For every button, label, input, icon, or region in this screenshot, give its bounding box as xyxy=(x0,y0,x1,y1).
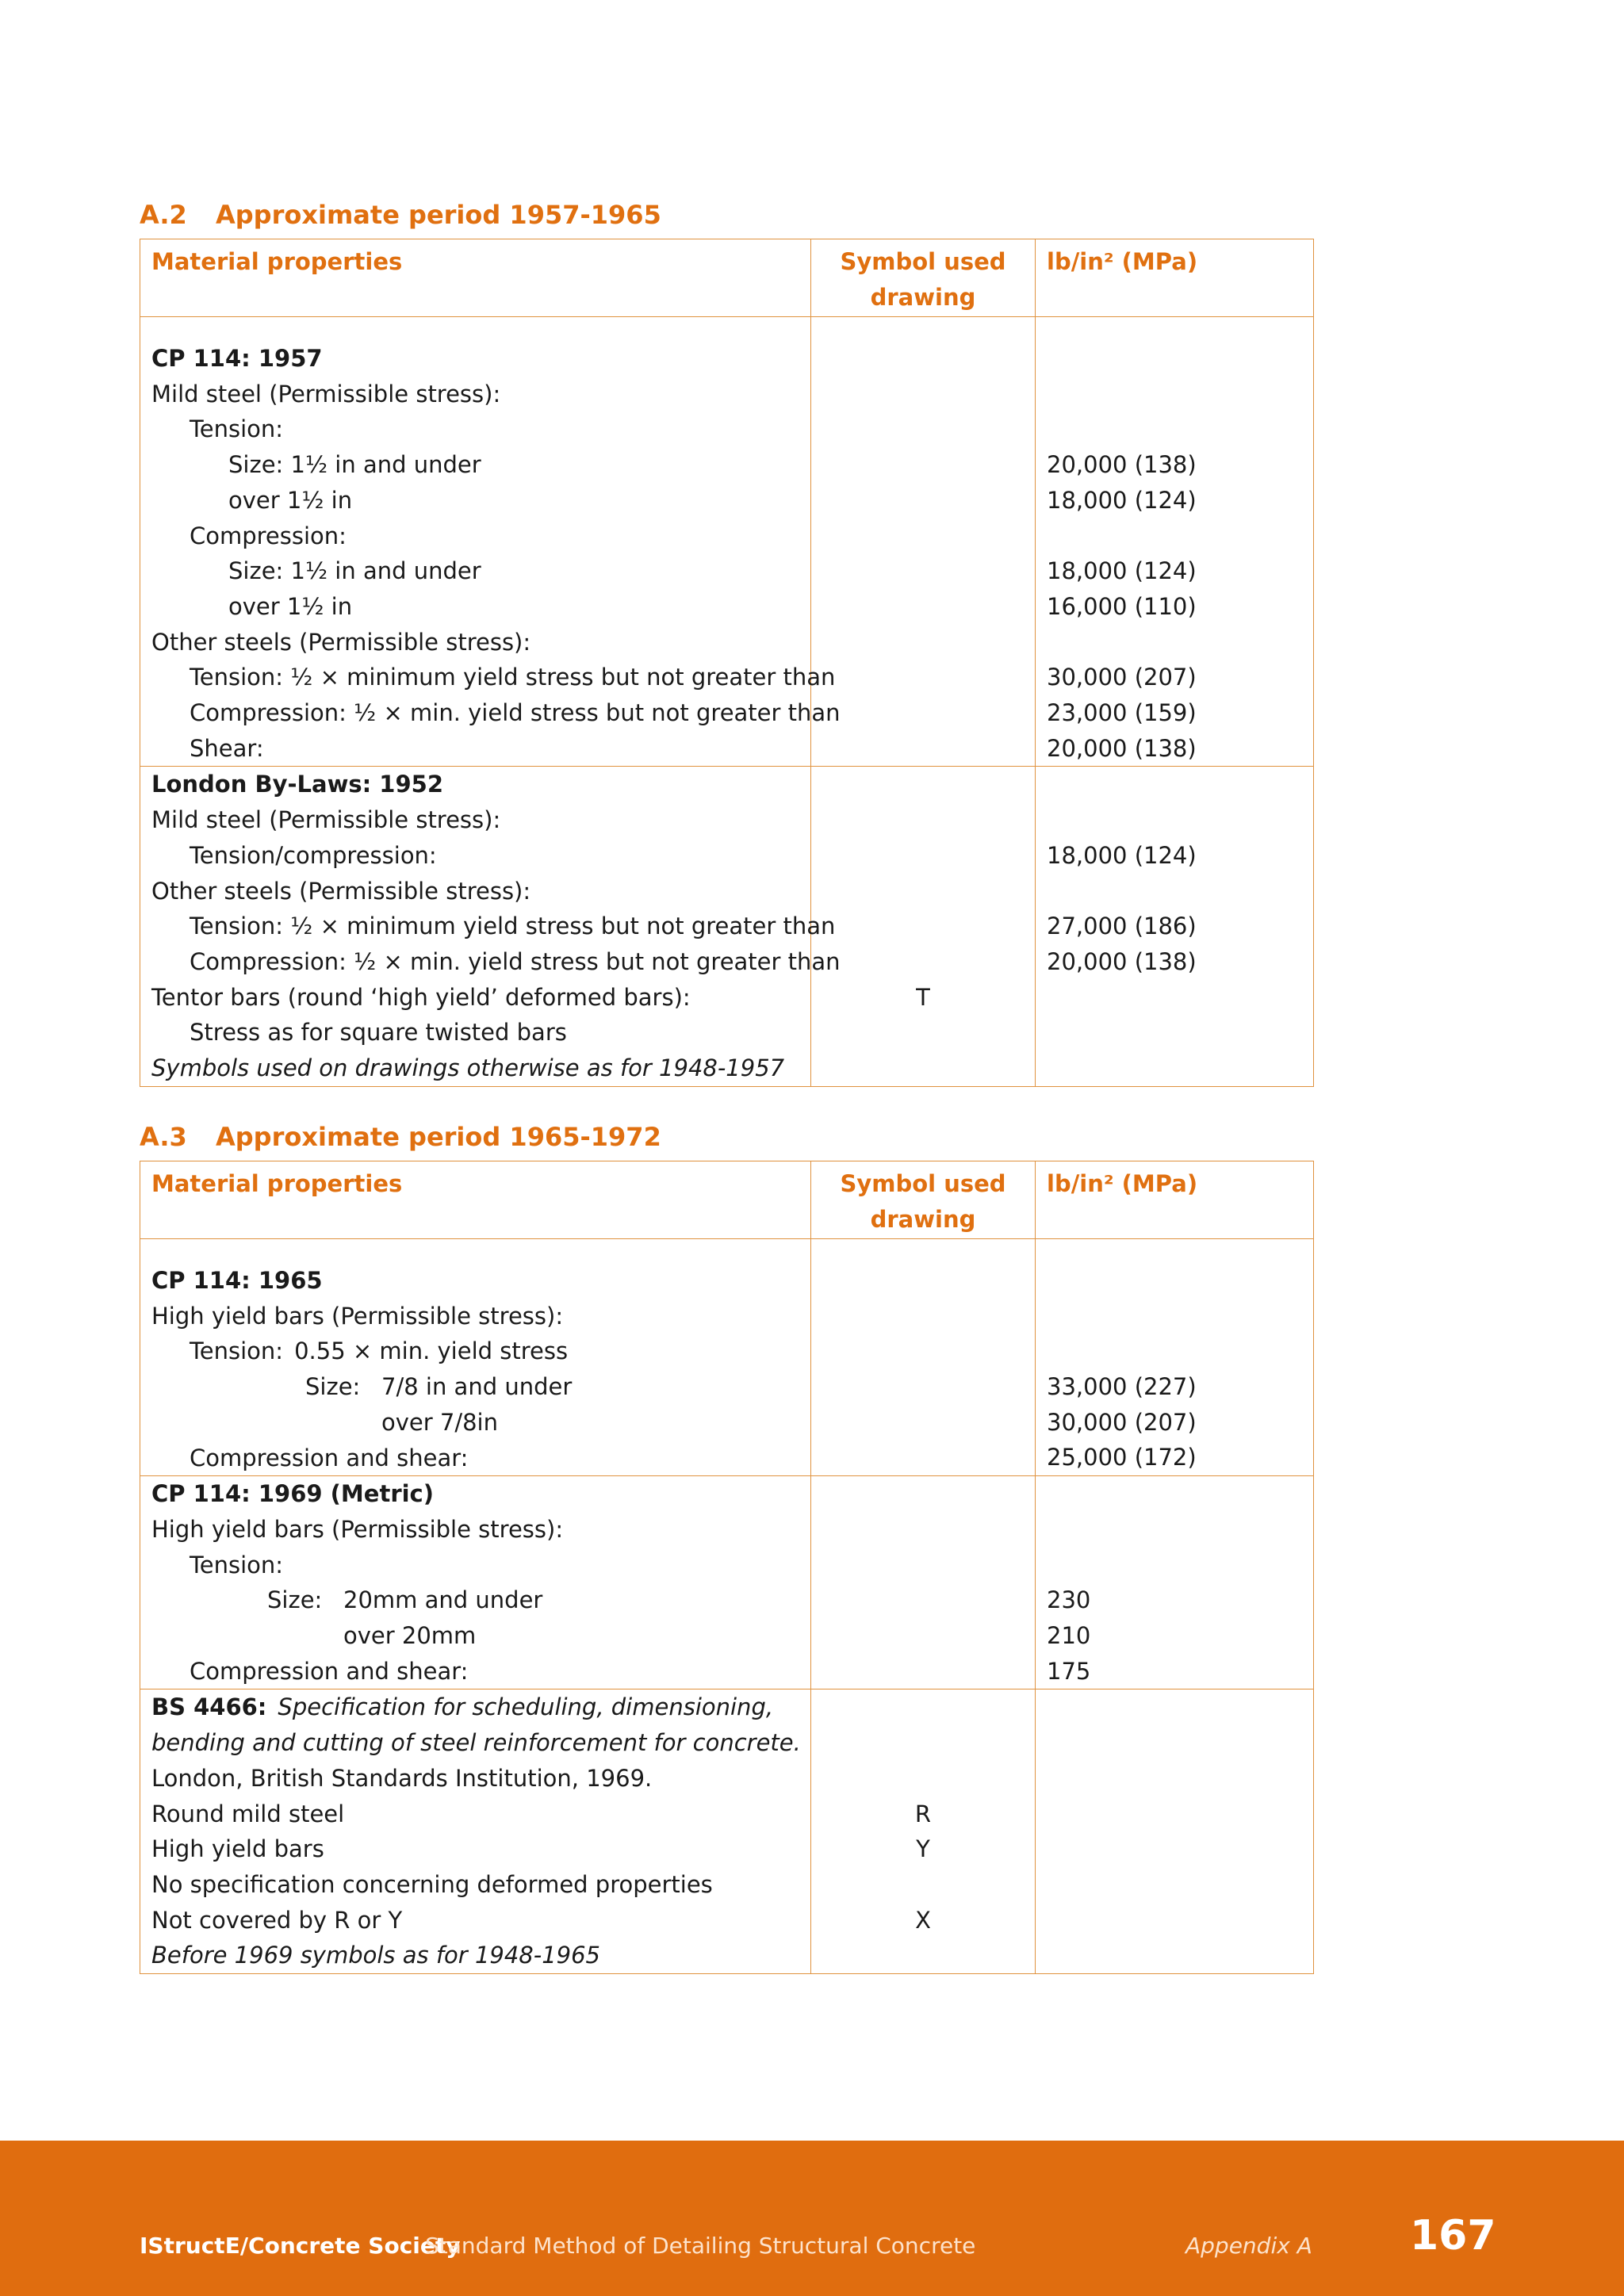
value-line: 27,000 (186) xyxy=(1047,913,1197,940)
material-line xyxy=(151,1015,799,1050)
material-line xyxy=(151,1654,799,1689)
spacer-line xyxy=(151,317,799,341)
table-group xyxy=(140,1689,1314,1974)
header-units: lb/in² (MPa) xyxy=(1036,239,1314,317)
row-text: Mild steel (Permissible stress): xyxy=(151,806,501,834)
material-line xyxy=(151,1369,799,1405)
row-text: Not covered by R or Y xyxy=(151,1906,403,1934)
row-text: No specification concerning deformed properties xyxy=(151,1870,713,1898)
row-label: Size: xyxy=(267,1586,323,1614)
material-line xyxy=(151,483,799,519)
material-line xyxy=(151,341,799,377)
symbol-line xyxy=(822,447,1024,483)
material-line xyxy=(151,731,799,767)
value-line xyxy=(1047,1831,1302,1867)
value-line xyxy=(1047,767,1302,802)
table-row xyxy=(140,1476,1314,1689)
material-line xyxy=(151,1476,799,1512)
material-line xyxy=(151,1618,799,1654)
symbol-line xyxy=(822,802,1024,838)
material-line xyxy=(151,1441,799,1476)
symbol-line xyxy=(822,1440,1024,1475)
footer-publication-title: Standard Method of Detailing Structural Concrete xyxy=(425,2233,976,2259)
value-cell xyxy=(1036,767,1314,1086)
page-number: 167 xyxy=(1410,2212,1496,2260)
row-text: Tension: ½ × minimum yield stress but not greater than xyxy=(190,664,836,691)
material-line xyxy=(151,695,841,731)
material-line xyxy=(151,411,799,447)
row-text: over 7/8in xyxy=(381,1408,498,1436)
row-text: Symbols used on drawings otherwise as for 1948-1957 xyxy=(151,1054,785,1082)
symbol-line xyxy=(822,767,1024,802)
value-line: 20,000 (138) xyxy=(1047,734,1197,762)
symbol-line xyxy=(822,1548,1024,1583)
symbol-line xyxy=(822,1334,1024,1369)
symbol-line xyxy=(822,1654,1024,1689)
row-text: Tension: ½ × minimum yield stress but not greater than xyxy=(190,913,836,940)
material-line xyxy=(151,1334,799,1369)
symbol-line xyxy=(822,1618,1024,1654)
symbol-line xyxy=(822,1263,1024,1299)
row-text: bending and cutting of steel reinforcement for concrete. xyxy=(151,1729,801,1757)
material-line xyxy=(151,553,799,589)
value-line xyxy=(1047,518,1302,553)
header-material-properties: Material properties xyxy=(140,1161,811,1239)
value-line xyxy=(1047,1797,1302,1832)
row-text: Tension/compression: xyxy=(190,841,437,869)
table-row xyxy=(140,1239,1314,1476)
row-text: Tension: xyxy=(190,1551,284,1578)
value-line xyxy=(1047,1050,1302,1086)
section-a3-title xyxy=(140,1122,661,1152)
material-line xyxy=(151,1263,799,1299)
header-units: lb/in² (MPa) xyxy=(1036,1161,1314,1239)
row-text: Compression and shear: xyxy=(190,1444,469,1471)
table-row xyxy=(140,767,1314,1086)
value-line: 33,000 (227) xyxy=(1047,1373,1197,1401)
material-line xyxy=(151,1797,799,1832)
symbol-line xyxy=(822,341,1024,377)
row-text: London By-Laws: 1952 xyxy=(151,771,444,798)
material-line xyxy=(151,767,799,802)
symbol-cell xyxy=(811,1689,1036,1974)
material-cell xyxy=(140,767,841,1086)
value-line: 18,000 (124) xyxy=(1047,557,1197,585)
row-text: over 20mm xyxy=(343,1622,477,1650)
symbol-line xyxy=(822,838,1024,874)
value-line: 210 xyxy=(1047,1621,1091,1649)
table-a3 xyxy=(140,1161,1314,1974)
row-text: Compression: ½ × min. yield stress but not greater than xyxy=(190,699,841,727)
symbol-line xyxy=(822,695,1024,731)
value-line xyxy=(1047,1867,1302,1903)
value-line xyxy=(1047,1015,1302,1050)
value-line: 30,000 (207) xyxy=(1047,1408,1197,1436)
symbol-line xyxy=(822,874,1024,909)
material-line xyxy=(151,1867,799,1903)
value-line xyxy=(1047,1761,1302,1797)
symbol-line: Y xyxy=(916,1835,930,1863)
material-line xyxy=(151,447,799,483)
row-text: over 1½ in xyxy=(228,592,353,620)
material-cell xyxy=(140,317,841,767)
symbol-line xyxy=(822,1582,1024,1618)
row-text: 0.55 × min. yield stress xyxy=(294,1337,569,1365)
symbol-line xyxy=(822,909,1024,944)
footer-brand: IStructE/Concrete Society xyxy=(140,2233,461,2259)
table-row xyxy=(140,317,1314,767)
table-a2 xyxy=(140,239,1314,1087)
value-line: 230 xyxy=(1047,1586,1091,1614)
symbol-line: T xyxy=(916,983,930,1011)
row-text: Tension: xyxy=(190,415,284,443)
material-line xyxy=(151,1725,799,1761)
symbol-cell xyxy=(811,767,1036,1086)
row-text: 20mm and under xyxy=(343,1586,543,1614)
symbol-line xyxy=(822,1476,1024,1512)
table-header-row xyxy=(140,1161,1314,1239)
material-line xyxy=(151,1761,799,1797)
symbol-cell xyxy=(811,1239,1036,1476)
value-line: 30,000 (207) xyxy=(1047,664,1197,691)
symbol-line: R xyxy=(914,1800,932,1827)
header-symbol-used-drawing: Symbol used drawing xyxy=(811,1161,1036,1239)
section-a3-heading: Approximate period 1965-1972 xyxy=(216,1122,661,1152)
symbol-line xyxy=(822,411,1024,447)
table-group xyxy=(140,317,1314,767)
row-text: Before 1969 symbols as for 1948-1965 xyxy=(151,1942,601,1969)
value-line xyxy=(1047,1263,1302,1299)
value-line xyxy=(1047,1689,1302,1725)
table-group xyxy=(140,767,1314,1086)
value-cell xyxy=(1036,317,1314,767)
material-cell xyxy=(140,1476,811,1689)
symbol-line xyxy=(822,1405,1024,1441)
value-line xyxy=(1047,1512,1302,1548)
symbol-cell xyxy=(811,1476,1036,1689)
material-line xyxy=(151,1299,799,1334)
material-line xyxy=(151,1582,799,1618)
value-line xyxy=(1047,1476,1302,1512)
symbol-line xyxy=(822,731,1024,767)
row-text: Round mild steel xyxy=(151,1800,345,1827)
header-material-properties: Material properties xyxy=(140,239,811,317)
symbol-line xyxy=(822,589,1024,625)
material-line xyxy=(151,377,799,412)
material-line xyxy=(151,1405,799,1441)
section-a2-title xyxy=(140,200,661,230)
row-text: Size: 1½ in and under xyxy=(228,557,481,585)
value-line xyxy=(1047,874,1302,909)
row-label: BS 4466: xyxy=(151,1693,267,1721)
row-text: Stress as for square twisted bars xyxy=(190,1019,567,1047)
row-text: Specification for scheduling, dimensioning, xyxy=(278,1693,774,1721)
row-text: Mild steel (Permissible stress): xyxy=(151,380,501,408)
symbol-line xyxy=(822,518,1024,553)
value-cell xyxy=(1036,1689,1314,1974)
material-line xyxy=(151,519,799,554)
value-line: 20,000 (138) xyxy=(1047,451,1197,479)
value-line xyxy=(1047,625,1302,660)
table-row xyxy=(140,1689,1314,1974)
symbol-line xyxy=(822,625,1024,660)
value-line xyxy=(1047,341,1302,377)
material-line xyxy=(151,909,836,944)
row-text: Other steels (Permissible stress): xyxy=(151,628,531,656)
value-line xyxy=(1047,377,1302,412)
material-line xyxy=(151,1831,799,1867)
table-group xyxy=(140,1476,1314,1689)
row-text: High yield bars xyxy=(151,1835,324,1863)
value-line: 23,000 (159) xyxy=(1047,698,1197,726)
section-a3-number: A.3 xyxy=(140,1122,187,1152)
table-group xyxy=(140,1239,1314,1476)
value-line: 18,000 (124) xyxy=(1047,841,1197,869)
row-text: over 1½ in xyxy=(228,486,353,514)
material-line xyxy=(151,838,799,874)
material-line xyxy=(151,1938,799,1973)
value-line xyxy=(1047,411,1302,447)
material-cell xyxy=(140,1239,811,1476)
symbol-line xyxy=(822,1867,1024,1903)
spacer-line xyxy=(151,1239,799,1263)
symbol-line xyxy=(822,1938,1024,1973)
symbol-line xyxy=(822,1369,1024,1405)
symbol-line xyxy=(822,377,1024,412)
value-line: 18,000 (124) xyxy=(1047,486,1197,514)
material-line xyxy=(151,660,836,695)
material-line xyxy=(151,1903,799,1938)
value-cell xyxy=(1036,1476,1314,1689)
row-text: High yield bars (Permissible stress): xyxy=(151,1515,564,1543)
value-line: 175 xyxy=(1047,1657,1091,1685)
header-symbol-used-drawing: Symbol used drawing xyxy=(811,239,1036,317)
row-text: Compression: ½ × min. yield stress but not greater than xyxy=(190,947,841,975)
row-text: London, British Standards Institution, 1969. xyxy=(151,1764,653,1792)
material-line xyxy=(151,802,799,838)
value-line xyxy=(1047,1334,1302,1369)
material-line xyxy=(151,589,799,625)
spacer-line xyxy=(822,317,1024,341)
row-text: 7/8 in and under xyxy=(381,1373,573,1401)
material-line xyxy=(151,1050,799,1086)
row-text: CP 114: 1957 xyxy=(151,345,323,372)
section-a2-heading: Approximate period 1957-1965 xyxy=(216,200,661,230)
value-line: 25,000 (172) xyxy=(1047,1444,1197,1471)
material-line xyxy=(151,1512,799,1548)
material-line xyxy=(151,944,841,980)
row-text: Compression and shear: xyxy=(190,1657,469,1685)
material-line xyxy=(151,1689,799,1725)
row-text: CP 114: 1969 (Metric) xyxy=(151,1480,435,1508)
symbol-cell xyxy=(811,317,1036,767)
material-line xyxy=(151,1548,799,1583)
row-text: CP 114: 1965 xyxy=(151,1267,323,1294)
row-text: High yield bars (Permissible stress): xyxy=(151,1302,564,1330)
row-text: Size: 1½ in and under xyxy=(228,451,481,479)
material-cell xyxy=(140,1689,811,1974)
value-line xyxy=(1047,1938,1302,1973)
value-line xyxy=(1047,1299,1302,1334)
symbol-line xyxy=(822,1761,1024,1797)
value-line xyxy=(1047,1548,1302,1583)
value-line xyxy=(1047,1903,1302,1938)
value-line xyxy=(1047,980,1302,1016)
symbol-line: X xyxy=(915,1906,931,1934)
spacer-line xyxy=(1047,317,1302,341)
row-label: Size: xyxy=(305,1373,361,1401)
row-text: Other steels (Permissible stress): xyxy=(151,877,531,905)
symbol-line xyxy=(822,483,1024,519)
spacer-line xyxy=(1047,1239,1302,1263)
material-line xyxy=(151,980,799,1016)
value-line: 20,000 (138) xyxy=(1047,947,1197,975)
row-text: Tentor bars (round ‘high yield’ deformed bars): xyxy=(151,983,691,1011)
row-text: Compression: xyxy=(190,522,347,549)
value-line: 16,000 (110) xyxy=(1047,592,1197,620)
symbol-line xyxy=(822,660,1024,695)
symbol-line xyxy=(822,1512,1024,1548)
value-cell xyxy=(1036,1239,1314,1476)
row-text: Shear: xyxy=(190,734,264,762)
symbol-line xyxy=(822,1725,1024,1761)
material-line xyxy=(151,625,799,660)
material-line xyxy=(151,874,799,909)
value-line xyxy=(1047,1725,1302,1761)
row-label: Tension: xyxy=(190,1337,284,1365)
page-footer xyxy=(0,2141,1624,2296)
value-line xyxy=(1047,802,1302,838)
symbol-line xyxy=(822,1015,1024,1050)
symbol-line xyxy=(822,1299,1024,1334)
footer-appendix: Appendix A xyxy=(1185,2233,1312,2259)
symbol-line xyxy=(822,553,1024,589)
symbol-line xyxy=(822,1050,1024,1086)
symbol-line xyxy=(822,944,1024,980)
table-header-row xyxy=(140,239,1314,317)
spacer-line xyxy=(822,1239,1024,1263)
symbol-line xyxy=(822,1689,1024,1725)
section-a2-number: A.2 xyxy=(140,200,187,230)
